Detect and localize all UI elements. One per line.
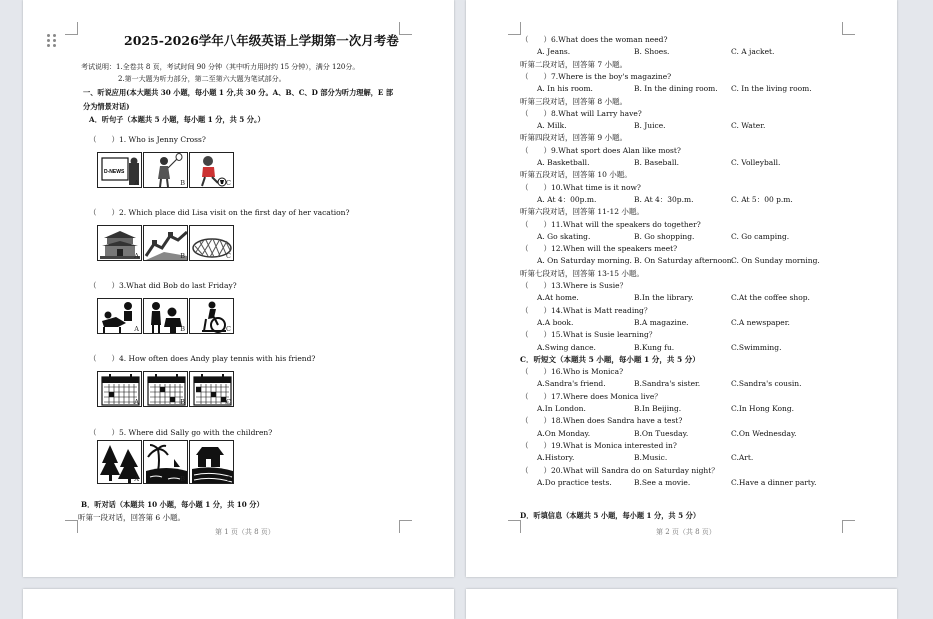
option-letter: C [226, 179, 231, 187]
answer-option: C. Go camping. [731, 231, 790, 241]
option-a-image [97, 225, 142, 261]
dialogue-instruction: 听第四段对话，回答第 9 小题。 [520, 133, 628, 143]
answer-option: B. Juice. [634, 121, 666, 131]
question-line: （ ）16.Who is Monica? [521, 367, 624, 377]
question-line: （ ）17.Where does Monica live？ [521, 391, 662, 401]
option-letter: B [180, 179, 185, 187]
option-letter: B [180, 398, 185, 406]
option-c-image [189, 225, 234, 261]
answer-option: C. A jacket. [731, 47, 775, 57]
dialogue-instruction: 听第六段对话，回答第 11-12 小题。 [520, 207, 644, 217]
answer-option: A.Do practice tests. [537, 477, 612, 487]
answer-option: A. At 4：00p.m. [537, 194, 597, 204]
q3-options [97, 298, 235, 334]
question-2: （ ）2. Which place did Lisa visit on the first day of her vacation? [89, 208, 350, 217]
answer-option: A. Go skating. [537, 231, 591, 241]
section-1-heading-cont: 分为情景对话) [83, 102, 130, 111]
option-b-image [143, 298, 188, 334]
question-line: （ ）7.Where is the boy's magazine? [521, 71, 672, 81]
question-line: （ ）9.What sport does Alan like most? [521, 145, 681, 155]
option-letter: A [134, 325, 139, 333]
question-line: （ ）15.What is Susie learning？ [521, 330, 657, 340]
answer-option: C. At 5：00 p.m. [731, 194, 793, 204]
answer-option: A. Milk. [537, 121, 567, 131]
page-footer: 第 2 页（共 8 页） [656, 528, 716, 536]
question-line: （ ）14.What is Matt reading？ [521, 305, 652, 315]
question-1: （ ）1. Who is Jenny Cross? [89, 135, 206, 144]
answer-option: A.On Monday. [537, 428, 591, 438]
crop-mark [842, 22, 855, 35]
answer-option: A. On Saturday morning. [537, 256, 632, 266]
q2-options [97, 225, 235, 261]
answer-option: C.Art. [731, 453, 754, 463]
answer-option: B.A magazine. [634, 317, 689, 327]
answer-option: B.Sandra's sister. [634, 379, 701, 389]
option-letter: C [226, 398, 231, 406]
crop-mark [399, 520, 412, 533]
question-5: （ ）5. Where did Sally go with the children? [89, 428, 273, 437]
question-line: （ ）8.What will Larry have? [521, 108, 642, 118]
option-letter: A [134, 398, 139, 406]
answer-option: A.History. [537, 453, 575, 463]
answer-option: C. In the living room. [731, 84, 812, 94]
question-line: （ ）19.What is Monica interested in? [521, 440, 677, 450]
answer-option: C. Volleyball. [731, 158, 781, 167]
dialogue-1-instruction: 听第一段对话，回答第 6 小题。 [78, 513, 186, 522]
answer-option: B.See a movie. [634, 477, 691, 487]
question-line: （ ）10.What time is it now? [521, 182, 641, 192]
drag-handle-icon[interactable] [47, 34, 57, 48]
part-c-heading: C．听短文（本题共 5 小题，每小题 1 分，共 5 分） [520, 354, 700, 364]
answer-option: C. Water. [731, 121, 766, 131]
crop-mark [65, 22, 78, 35]
answer-option: B. On Saturday afternoon. [634, 256, 734, 266]
answer-option: A. Jeans. [537, 47, 571, 57]
part-b-heading: B．听对话（本题共 10 小题，每小题 1 分，共 10 分） [81, 500, 264, 509]
question-line: （ ）20.What will Sandra do on Saturday night？ [521, 465, 719, 475]
option-b-image [143, 440, 188, 484]
crop-mark [842, 520, 855, 533]
answer-option: B.In Beijing. [634, 404, 682, 413]
answer-option: C.Sandra's cousin. [731, 379, 802, 389]
dialogue-instruction: 听第七段对话，回答第 13-15 小题。 [520, 268, 644, 278]
answer-option: A. In his room. [537, 84, 593, 94]
answer-option: C. On Sunday morning. [731, 256, 820, 266]
option-letter: A [134, 179, 139, 187]
q4-options [97, 371, 235, 407]
option-letter: C [226, 252, 231, 260]
answer-option: B. At 4：30p.m. [634, 194, 694, 204]
answer-option: A. Basketball. [537, 158, 590, 167]
answer-option: B. Baseball. [634, 158, 680, 167]
dialogue-instruction: 听第五段对话，回答第 10 小题。 [520, 170, 632, 180]
exam-title: 2025-2026学年八年级英语上学期第一次月考卷 [124, 33, 399, 48]
answer-option: A.Swing dance. [537, 342, 596, 352]
option-c-image [189, 152, 234, 188]
answer-option: A.At home. [537, 293, 579, 303]
document-page-3 [23, 589, 454, 619]
option-letter: B [180, 252, 185, 260]
question-3: （ ）3.What did Bob do last Friday? [89, 281, 237, 290]
answer-option: B.On Tuesday. [634, 428, 689, 438]
question-line: （ ）6.What does the woman need? [521, 35, 668, 44]
dialogue-instruction: 听第二段对话，回答第 7 小题。 [520, 59, 628, 69]
crop-mark [508, 22, 521, 35]
answer-option: C.A newspaper. [731, 317, 790, 327]
q1-options [97, 152, 235, 188]
crop-mark [65, 520, 78, 533]
answer-option: C.On Wednesday. [731, 428, 797, 438]
question-line: （ ）12.When will the speakers meet? [521, 244, 678, 254]
option-letter: B [180, 325, 185, 333]
answer-option: B. Shoes. [634, 47, 670, 57]
document-page-1 [23, 0, 454, 577]
option-b-image [143, 225, 188, 261]
exam-instructions-2: 2.第一大题为听力部分，第二至第六大题为笔试部分。 [118, 75, 286, 83]
option-a-image [97, 298, 142, 334]
section-1-heading: 一、听说应用(本大题共 30 小题，每小题 1 分,共 30 分。A、B、C、D 部分为听力理解，E 部 [83, 88, 394, 97]
option-letter: A [134, 475, 139, 483]
option-a-image [97, 440, 142, 484]
answer-option: B. In the dining room. [634, 84, 718, 94]
option-letter: B [180, 475, 185, 483]
answer-option: A.In London. [537, 404, 586, 413]
option-b-image [143, 152, 188, 188]
exam-instructions-1: 考试说明：1.全卷共 8 页，考试时间 90 分钟（其中听力用时约 15 分钟），满分 120分。 [81, 63, 360, 71]
option-a-image [97, 371, 142, 407]
option-letter: C [226, 325, 231, 333]
answer-option: B.Music. [634, 453, 668, 463]
option-b-image [143, 371, 188, 407]
dialogue-instruction: 听第三段对话，回答第 8 小题。 [520, 96, 628, 106]
question-line: （ ）13.Where is Susie？ [521, 281, 628, 290]
crop-mark [399, 22, 412, 35]
page-footer: 第 1 页（共 8 页） [215, 528, 275, 536]
news-sign-text: D-NEWS [104, 169, 125, 175]
answer-option: B.Kung fu. [634, 342, 675, 352]
answer-option: A.Sandra's friend. [537, 379, 606, 389]
option-a-image [97, 152, 142, 188]
answer-option: B. Go shopping. [634, 231, 695, 241]
q5-options [97, 440, 235, 484]
option-letter: C [226, 475, 231, 483]
option-c-image [189, 440, 234, 484]
answer-option: C.At the coffee shop. [731, 293, 810, 303]
answer-option: C.Swimming. [731, 342, 782, 352]
question-line: （ ）11.What will the speakers do together? [521, 219, 701, 229]
question-line: （ ）18.When does Sandra have a test? [521, 416, 683, 426]
answer-option: C.Have a dinner party. [731, 477, 817, 487]
answer-option: A.A book. [537, 317, 574, 327]
part-a-heading: A．听句子（本题共 5 小题，每小题 1 分，共 5 分。） [89, 115, 265, 124]
crop-mark [508, 520, 521, 533]
document-page-4 [466, 589, 897, 619]
option-c-image [189, 371, 234, 407]
answer-option: C.In Hong Kong. [731, 404, 795, 413]
option-letter: A [134, 252, 139, 260]
part-d-heading: D．听填信息（本题共 5 小题，每小题 1 分，共 5 分） [520, 511, 701, 520]
question-4: （ ）4. How often does Andy play tennis with his friend? [89, 354, 316, 363]
document-page-2 [466, 0, 897, 577]
answer-option: B.In the library. [634, 293, 694, 303]
option-c-image [189, 298, 234, 334]
